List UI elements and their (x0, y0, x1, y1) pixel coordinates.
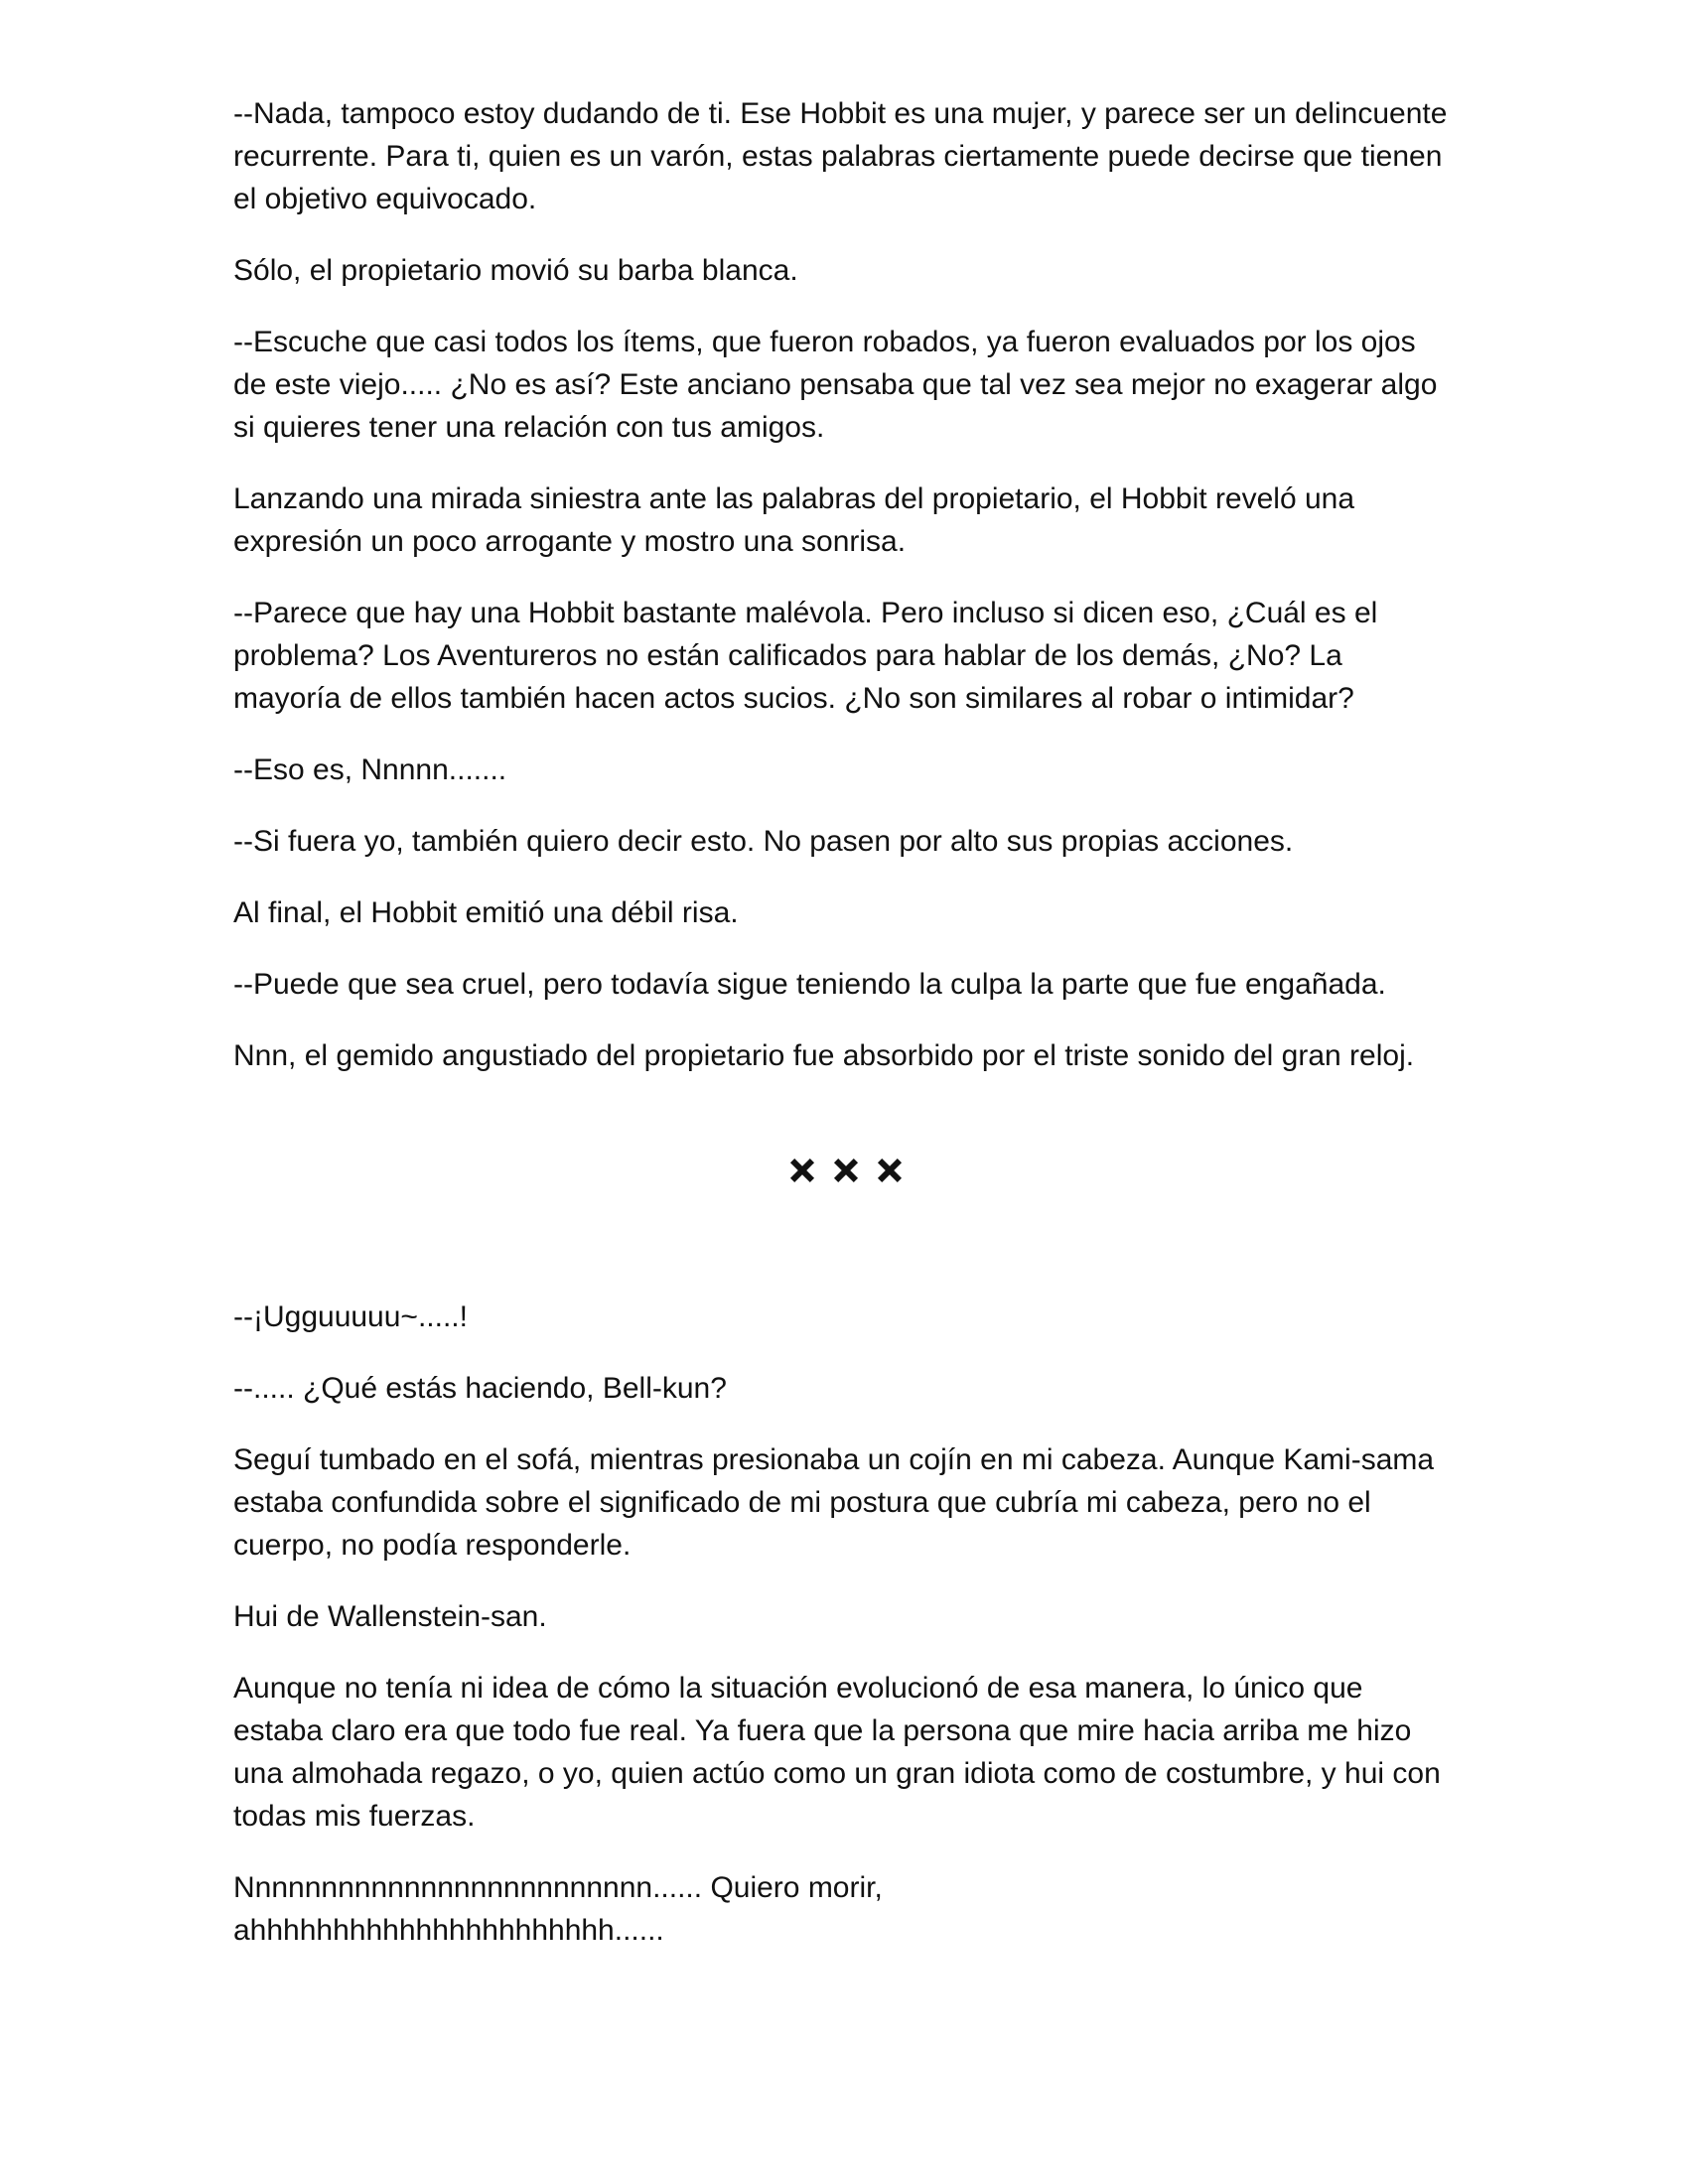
paragraph: --¡Ugguuuuu~.....! (233, 1300, 468, 1333)
paragraph: --Parece que hay una Hobbit bastante malévola. Pero incluso si dicen eso, ¿Cuál es el problema? Los Aventureros no están calificados para hablar de los demás, ¿No? La mayoría de ellos también hacen actos sucios. ¿No son similares al robar o intimidar? (233, 597, 1378, 715)
paragraph: Nnn, el gemido angustiado del propietario fue absorbido por el triste sonido del gran reloj. (233, 1039, 1415, 1072)
paragraph: Sólo, el propietario movió su barba blanca. (233, 254, 798, 287)
paragraph: --Si fuera yo, también quiero decir esto. No pasen por alto sus propias acciones. (233, 825, 1294, 858)
paragraph: Nnnnnnnnnnnnnnnnnnnnnnnnn...... Quiero morir, ahhhhhhhhhhhhhhhhhhhhhh...... (233, 1871, 883, 1947)
paragraph: --Eso es, Nnnnn....... (233, 753, 507, 786)
paragraph: Hui de Wallenstein-san. (233, 1600, 547, 1633)
scene-break-divider (233, 1077, 1455, 1296)
cross-mark-icon (877, 1158, 903, 1183)
scene-one (233, 92, 1455, 1077)
cross-mark-icon (789, 1158, 815, 1183)
paragraph: Seguí tumbado en el sofá, mientras presionaba un cojín en mi cabeza. Aunque Kami-sama estaba confundida sobre el significado de mi postura que cubría mi cabeza, pero no el cuerpo, no podía responderle. (233, 1443, 1435, 1562)
paragraph: Al final, el Hobbit emitió una débil risa. (233, 896, 739, 929)
paragraph: --Puede que sea cruel, pero todavía sigue teniendo la culpa la parte que fue engañada. (233, 968, 1386, 1001)
paragraph: --Escuche que casi todos los ítems, que fueron robados, ya fueron evaluados por los ojos de este viejo..... ¿No es así? Este anciano pensaba que tal vez sea mejor no exagerar algo si quieres tener una relación con tus amigos. (233, 326, 1438, 444)
document-page (233, 92, 1455, 1980)
paragraph: --..... ¿Qué estás haciendo, Bell-kun? (233, 1372, 727, 1405)
paragraph: Lanzando una mirada siniestra ante las palabras del propietario, el Hobbit reveló una expresión un poco arrogante y mostro una sonrisa. (233, 482, 1355, 558)
scene-break-marks (789, 1158, 903, 1183)
paragraph: --Nada, tampoco estoy dudando de ti. Ese Hobbit es una mujer, y parece ser un delincuente recurrente. Para ti, quien es un varón, estas palabras ciertamente puede decirse que tienen el objetivo equivocado. (233, 97, 1448, 215)
paragraph: Aunque no tenía ni idea de cómo la situación evolucionó de esa manera, lo único que estaba claro era que todo fue real. Ya fuera que la persona que mire hacia arriba me hizo una almohada regazo, o yo, quien actúo como un gran idiota como de costumbre, y hui con todas mis fuerzas. (233, 1672, 1441, 1833)
scene-two (233, 1296, 1455, 1952)
cross-mark-icon (833, 1158, 859, 1183)
